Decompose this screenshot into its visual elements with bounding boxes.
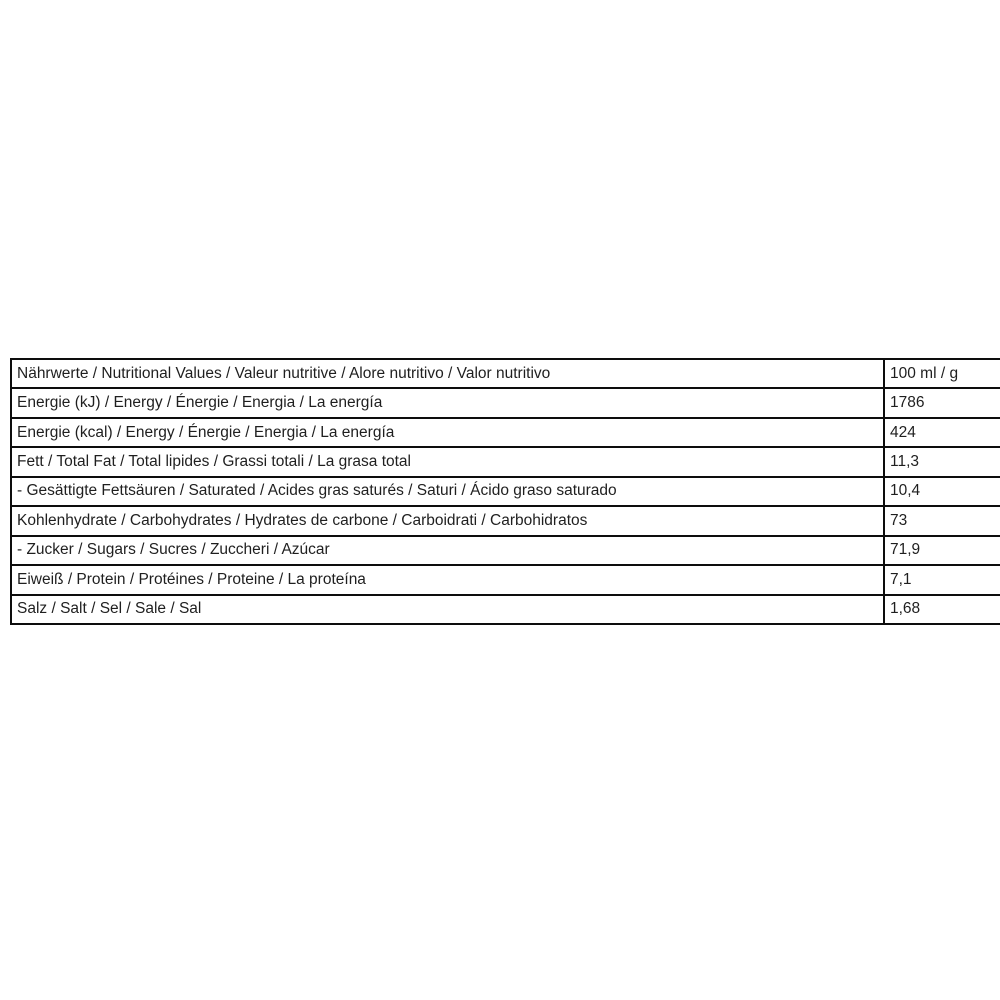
row-value-fat: 11,3: [884, 447, 1000, 476]
table-row: [11, 477, 1000, 506]
table-row: [11, 536, 1000, 565]
row-label-salt: Salz / Salt / Sel / Sale / Sal: [11, 595, 884, 625]
row-label-energy-kj: Energie (kJ) / Energy / Énergie / Energia / La energía: [11, 388, 884, 417]
row-label-sugars: - Zucker / Sugars / Sucres / Zuccheri / Azúcar: [11, 536, 884, 565]
row-value-carbohydrates: 73: [884, 506, 1000, 535]
table-header-row: [11, 359, 1000, 388]
row-value-saturated-fat: 10,4: [884, 477, 1000, 506]
row-label-saturated-fat: - Gesättigte Fettsäuren / Saturated / Acides gras saturés / Saturi / Ácido graso saturado: [11, 477, 884, 506]
row-value-energy-kj: 1786: [884, 388, 1000, 417]
table-row: [11, 565, 1000, 594]
table-row: [11, 418, 1000, 447]
row-value-sugars: 71,9: [884, 536, 1000, 565]
row-label-protein: Eiweiß / Protein / Protéines / Proteine / La proteína: [11, 565, 884, 594]
nutrition-values-table: [10, 358, 1000, 625]
row-value-protein: 7,1: [884, 565, 1000, 594]
row-label-carbohydrates: Kohlenhydrate / Carbohydrates / Hydrates de carbone / Carboidrati / Carbohidratos: [11, 506, 884, 535]
row-value-energy-kcal: 424: [884, 418, 1000, 447]
row-label-energy-kcal: Energie (kcal) / Energy / Énergie / Energia / La energía: [11, 418, 884, 447]
header-label: Nährwerte / Nutritional Values / Valeur nutritive / Alore nutritivo / Valor nutritivo: [11, 359, 884, 388]
row-value-salt: 1,68: [884, 595, 1000, 625]
table-row: [11, 447, 1000, 476]
row-label-fat: Fett / Total Fat / Total lipides / Grassi totali / La grasa total: [11, 447, 884, 476]
header-value: 100 ml / g: [884, 359, 1000, 388]
table-row: [11, 388, 1000, 417]
table-row: [11, 595, 1000, 625]
table-row: [11, 506, 1000, 535]
